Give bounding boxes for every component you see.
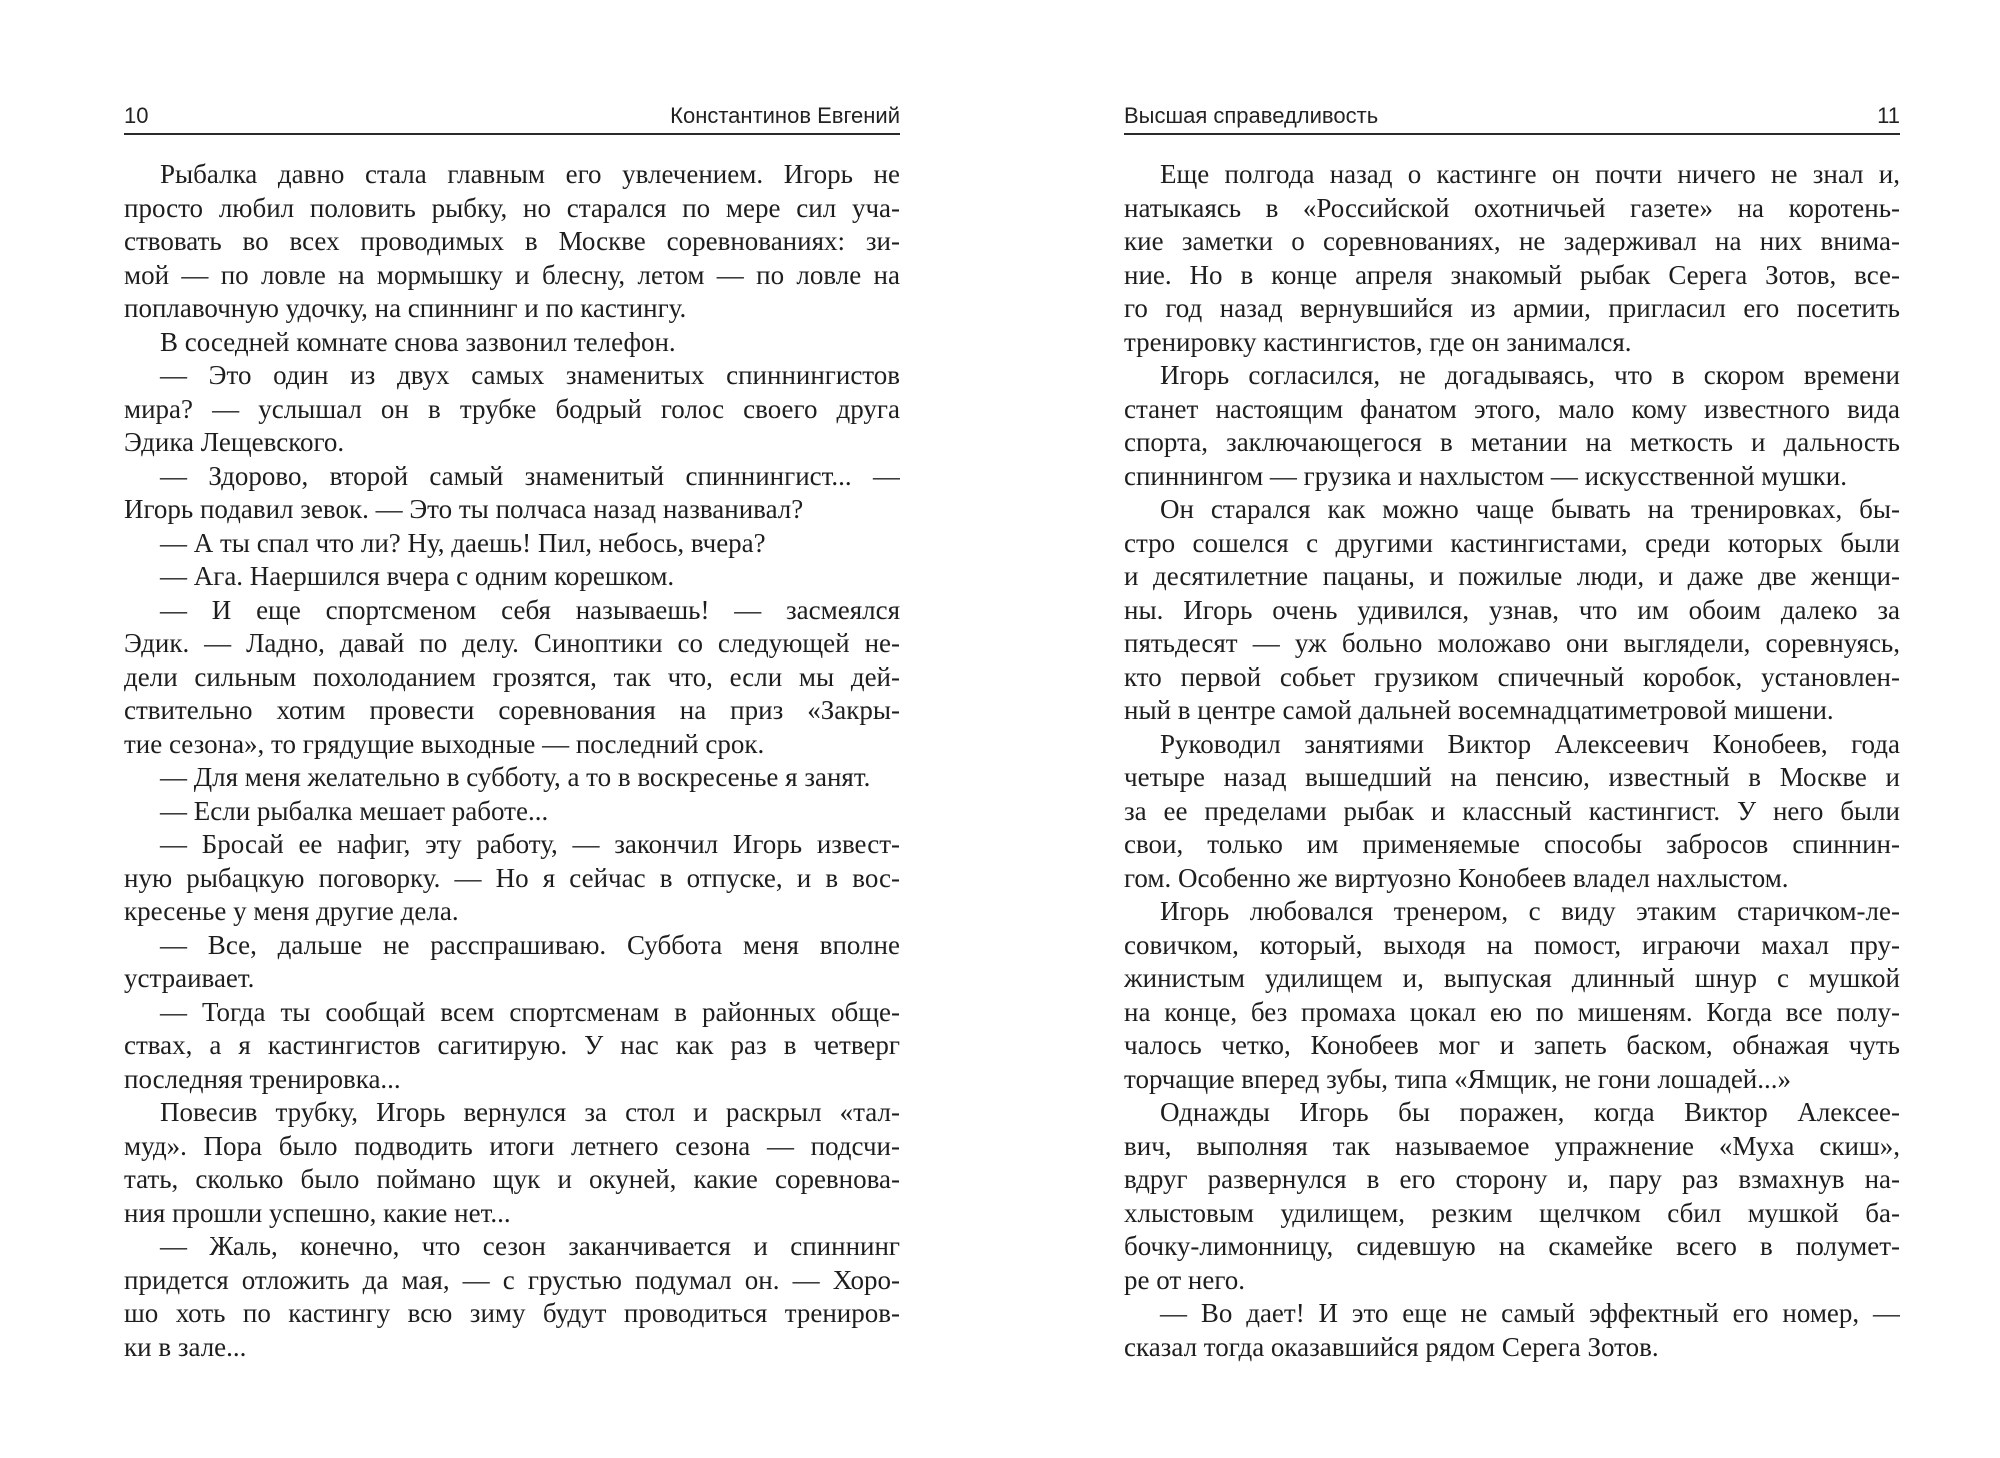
text-line: спиннингом — грузика и нахлыстом — искусственной мушки.: [1124, 460, 1847, 491]
text-line: стро сошелся с другими кастингистами, среди которых были: [1124, 527, 1900, 558]
text-line: Повесив трубку, Игорь вернулся за стол и раскрыл «тал-: [160, 1097, 900, 1127]
text-line: станет настоящим фанатом этого, мало кому известного вида: [1124, 393, 1900, 424]
text-line: гом. Особенно же виртуозно Конобеев владел нахлыстом.: [1124, 862, 1789, 893]
text-line: ный в центре самой дальней восемнадцатиметровой мишени.: [1124, 695, 1834, 725]
text-line: Игорь согласился, не догадываясь, что в скором времени: [1160, 360, 1900, 390]
text-line: муд». Пора было подводить итоги летнего сезона — подсчи-: [124, 1130, 900, 1161]
text-line: Еще полгода назад о кастинге он почти ничего не знал и,: [1160, 159, 1900, 189]
running-head-title: Высшая справедливость: [1124, 103, 1379, 128]
text-line: за ее пределами рыбак и классный кастингист. У него были: [1124, 795, 1900, 826]
text-line: мира? — услышал он в трубке бодрый голос своего друга: [124, 393, 900, 424]
text-line: — Все, дальше не расспрашиваю. Суббота меня вполне: [160, 929, 900, 960]
text-line: мой — по ловле на мормышку и блесну, летом — по ловле на: [124, 259, 900, 290]
text-line: Он старался как можно чаще бывать на тренировках, бы-: [1160, 494, 1900, 524]
text-line: Игорь любовался тренером, с виду этаким старичком-ле-: [1160, 896, 1900, 926]
text-line: пятьдесят — уж больно моложаво они выглядели, соревнуясь,: [1124, 628, 1900, 658]
text-line: кресенье у меня другие дела.: [124, 896, 459, 926]
text-line: ствовать во всех проводимых в Москве соревнованиях: зи-: [124, 226, 900, 256]
text-line: на конце, без промаха цокал ею по мишеням. Когда все полу-: [1124, 996, 1900, 1027]
text-line: Руководил занятиями Виктор Алексеевич Конобеев, года: [1160, 728, 1900, 759]
text-line: ки в зале...: [124, 1331, 247, 1362]
text-line: Рыбалка давно стала главным его увлечением. Игорь не: [160, 159, 900, 189]
text-line: свои, только им применяемые способы забросов спиннин-: [1124, 829, 1900, 859]
text-line: дели сильным похолоданием грозятся, так что, если мы дей-: [124, 661, 900, 692]
text-line: ствительно хотим провести соревнования на приз «Закры-: [124, 695, 900, 725]
text-line: просто любил половить рыбку, но старался по мере сил уча-: [124, 192, 900, 223]
text-line: кто первой собьет грузиком спичечный коробок, установлен-: [1124, 661, 1900, 692]
left-page: [124, 0, 900, 1458]
text-line: тать, сколько было поймано щук и окуней, какие соревнова-: [124, 1164, 900, 1194]
text-line: — Жаль, конечно, что сезон заканчивается и спиннинг: [160, 1231, 900, 1261]
text-line: вдруг развернулся в его сторону и, пару раз взмахнув на-: [1124, 1164, 1900, 1194]
text-line: Однажды Игорь бы поражен, когда Виктор Алексее-: [1160, 1097, 1900, 1127]
text-line: — Если рыбалка мешает работе...: [160, 795, 549, 826]
text-line: — Здорово, второй самый знаменитый спиннингист... —: [160, 460, 900, 491]
text-line: тренировку кастингистов, где он занимался.: [1124, 326, 1632, 357]
text-line: — Это один из двух самых знаменитых спиннингистов: [160, 360, 900, 390]
text-line: ную рыбацкую поговорку. — Но я сейчас в отпуске, и в вос-: [124, 862, 900, 893]
text-line: Эдик. — Ладно, давай по делу. Синоптики со следующей не-: [124, 628, 900, 658]
text-line: — Тогда ты сообщай всем спортсменам в районных обще-: [160, 996, 900, 1027]
text-line: сказал тогда оказавшийся рядом Серега Зотов.: [1124, 1331, 1659, 1362]
text-line: — А ты спал что ли? Ну, даешь! Пил, небось, вчера?: [160, 527, 766, 558]
text-line: натыкаясь в «Российской охотничьей газете» на коротень-: [1124, 192, 1900, 223]
running-head-left: [124, 99, 900, 135]
text-line: — Бросай ее нафиг, эту работу, — закончил Игорь извест-: [160, 829, 900, 859]
page-number-left: 10: [124, 103, 149, 128]
text-line: — Для меня желательно в субботу, а то в воскресенье я занят.: [160, 762, 871, 792]
right-page: [1124, 0, 1900, 1458]
text-line: — Во дает! И это еще не самый эффектный его номер, —: [1160, 1298, 1900, 1328]
text-line: совичком, который, выходя на помост, играючи махал пру-: [1124, 929, 1900, 960]
text-line: — Ага. Наершился вчера с одним корешком.: [160, 561, 675, 591]
text-line: поплавочную удочку, на спиннинг и по кастингу.: [124, 293, 687, 323]
text-line: вич, выполняя так называемое упражнение «Муха скиш»,: [1124, 1130, 1900, 1161]
left-page-body: [124, 158, 900, 1364]
text-line: ны. Игорь очень удивился, узнав, что им обоим далеко за: [1124, 594, 1900, 625]
text-line: четыре назад вышедший на пенсию, известный в Москве и: [1124, 762, 1900, 792]
right-page-body: [1124, 158, 1900, 1364]
text-line: го год назад вернувшийся из армии, пригласил его посетить: [1124, 293, 1900, 323]
text-line: кие заметки о соревнованиях, не задерживал на них внима-: [1124, 226, 1900, 256]
running-head-author: Константинов Евгений: [670, 103, 900, 128]
text-line: чалось четко, Конобеев мог и запеть баском, обнажая чуть: [1124, 1030, 1900, 1060]
text-line: Игорь подавил зевок. — Это ты полчаса назад названивал?: [124, 494, 804, 524]
text-line: ния прошли успешно, какие нет...: [124, 1197, 511, 1228]
text-line: шо хоть по кастингу всю зиму будут проводиться трениров-: [124, 1298, 900, 1328]
text-line: устраивает.: [124, 963, 255, 993]
text-line: жинистым удилищем и, выпуская длинный шнур с мушкой: [1124, 963, 1900, 993]
text-line: спорта, заключающегося в метании на меткость и дальность: [1124, 427, 1900, 457]
text-line: торчащие вперед зубы, типа «Ямщик, не гони лошадей...»: [1124, 1063, 1792, 1094]
text-line: бочку-лимонницу, сидевшую на скамейке всего в полумет-: [1124, 1231, 1900, 1261]
text-line: последняя тренировка...: [124, 1063, 401, 1094]
text-line: хлыстовым удилищем, резким щелчком сбил мушкой ба-: [1124, 1197, 1900, 1228]
text-line: ние. Но в конце апреля знакомый рыбак Серега Зотов, все-: [1124, 259, 1900, 290]
text-line: тие сезона», то грядущие выходные — последний срок.: [124, 728, 765, 759]
text-line: — И еще спортсменом себя называешь! — засмеялся: [160, 594, 900, 625]
text-line: ствах, а я кастингистов сагитирую. У нас как раз в четверг: [124, 1030, 900, 1060]
running-head-right: [1124, 99, 1900, 135]
text-line: и десятилетние пацаны, и пожилые люди, и даже две женщи-: [1124, 561, 1900, 591]
text-line: Эдика Лещевского.: [124, 427, 345, 457]
text-line: ре от него.: [1124, 1264, 1246, 1295]
text-line: придется отложить да мая, — с грустью подумал он. — Хоро-: [124, 1264, 900, 1295]
text-line: В соседней комнате снова зазвонил телефон.: [160, 326, 676, 357]
page-number-right: 11: [1877, 103, 1900, 128]
